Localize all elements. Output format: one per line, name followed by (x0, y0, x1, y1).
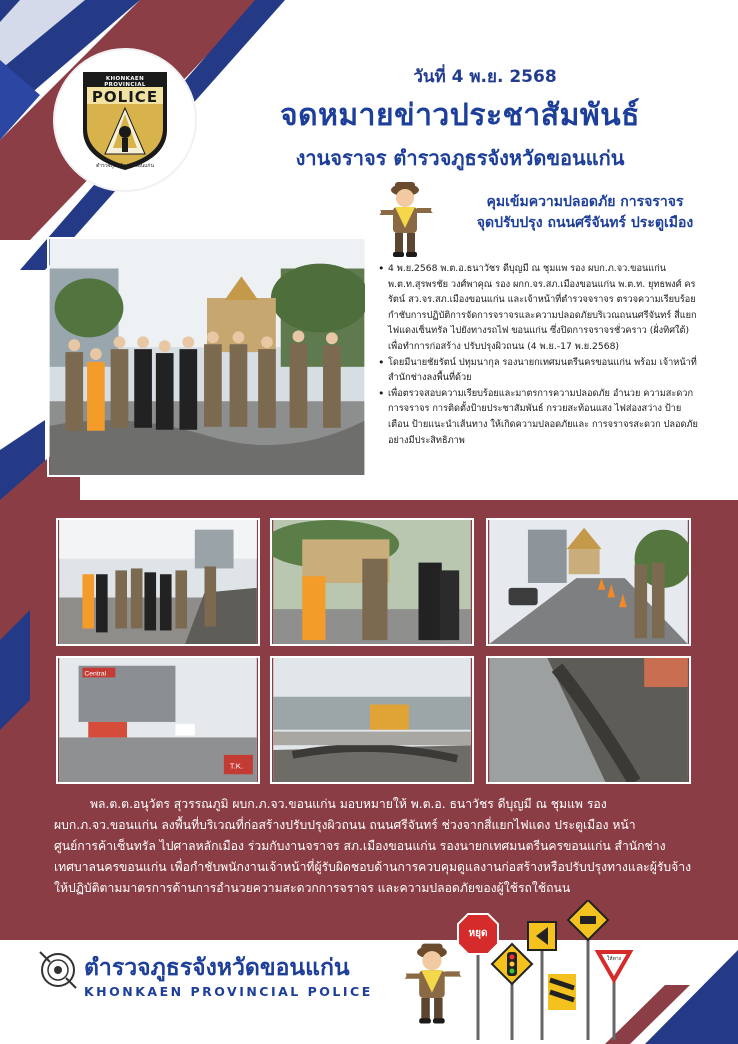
photo-road-surface-milled (486, 656, 691, 784)
logo-bottom-text: ตำรวจภูธรจังหวัดขอนแก่น (96, 163, 154, 169)
police-mascot-icon (375, 176, 437, 260)
bullet-item: • เพื่อตรวจสอบความเรียบร้อยและมาตรการความปลอดภัย อำนวย ความสะดวกการจราจร การติดตั้งป้ายประชาสัมพันธ์ กรวยสะท้อนแสง ไฟส่องสว่าง ป้ายเตือน ป้ายแนะนำเส้นทาง ให้เกิดความปลอดภัยและ การจราจรสะดวก ปลอดภัยอย่างมีประสิทธิภาพ (378, 386, 700, 448)
issue-date: วันที่ 4 พ.ย. 2568 (413, 67, 557, 87)
traffic-signs-group (452, 900, 642, 1040)
headline (440, 192, 730, 234)
central-sign-text: Central (84, 670, 107, 678)
bullet-list (378, 261, 700, 448)
logo-top-text: KHONKAEN PROVINCIAL (104, 76, 146, 88)
stop-sign-label: หยุด (468, 928, 488, 939)
headline-line-2: จุดปรับปรุง ถนนศรีจันทร์ ประตูเมือง (476, 215, 694, 231)
photo-road-traffic-cones (486, 518, 691, 646)
bullet-item: • 4 พ.ย.2568 พ.ต.อ.ธนาวัชร ดีบุญมี ณ ชุมแพ รอง ผบก.ภ.จว.ขอนแก่น พ.ต.ท.สุรพรชัย วงศ์พาคุณ รอง ผกก.จร.สภ.เมืองขอนแก่น พ.ต.ท. ยุทธพงศ์ ครรัตน์ สว.จร.สภ.เมืองขอนแก่น และเจ้าหน้าที่ตำรวจจราจร ตรวจความเรียบร้อย กำชับการปฏิบัติการจัดการจราจรและความปลอดภัยบริเวณถนนศรีจันทร์ สี่แยกไฟแดงเซ็นทรัล ไปยังทางรถไฟ ขอนแก่น ซึ่งปิดการจราจรชั่วคราว (ฝั่งทิศใต้) เพื่อทำการก่อสร้าง ปรับปรุงผิวถนน (4 พ.ย.-17 พ.ย.2568) (378, 261, 700, 355)
footer-thai-title: ตำรวจภูธรจังหวัดขอนแก่น (84, 955, 350, 981)
photo-excavator-road (270, 656, 474, 784)
photo-central-mall-road (56, 656, 260, 784)
footer-police-seal-icon (36, 948, 80, 992)
headline-line-1: คุมเข้มความปลอดภัย การจราจร (486, 194, 684, 210)
tk-label: T.K. (229, 761, 244, 771)
photo-officers-roadwork (56, 518, 260, 646)
footer-english-title: KHONKAEN PROVINCIAL POLICE (84, 984, 373, 999)
page-title: จดหมายข่าวประชาสัมพันธ์ (280, 98, 640, 133)
photo-officers-discussion (270, 518, 474, 646)
police-logo-badge (55, 50, 195, 190)
page-subtitle: งานจราจร ตำรวจภูธรจังหวัดขอนแก่น (295, 146, 625, 170)
body-paragraph: พล.ต.ต.อนุวัตร สุวรรณภูมิ ผบก.ภ.จว.ขอนแก่น มอบหมายให้ พ.ต.อ. ธนาวัชร ดีบุญมี ณ ชุมแพ รอง ผบก.ภ.จว.ขอนแก่น ลงพื้นที่บริเวณที่ก่อสร้างปรับปรุงผิวถนน ถนนศรีจันทร์ ช่วงจากสี่แยกไฟแดง ประตูเมือง หน้าศูนย์การค้าเซ็นทรัล ไปศาลหลักเมือง ร่วมกับงานจราจร สภ.เมืองขอนแก่น รองนายกเทศมนตรีนครขอนแก่น สำนักช่างเทศบาลนครขอนแก่น เพื่อกำชับพนักงานเจ้าหน้าที่ผู้รับผิดชอบด้านการควบคุมดูแลงานก่อสร้างหรือปรับปรุงทางและผู้รับจ้าง ให้ปฏิบัติตามมาตรการด้านการอำนวยความสะดวกการจราจร และความปลอดภัยของผู้ใช้รถใช้ถนน (54, 797, 692, 895)
main-photo-officers-group (47, 237, 367, 477)
yield-sign-label: ให้ทาง (606, 956, 622, 962)
bullet-item: • โดยมีนายชัยรัตน์ ปทุมนากุล รองนายกเทศมนตรีนครขอนแก่น พร้อม เจ้าหน้าที่สำนักช่างลงพื้นที่ด้วย (378, 355, 700, 386)
logo-police-word: POLICE (91, 88, 159, 106)
